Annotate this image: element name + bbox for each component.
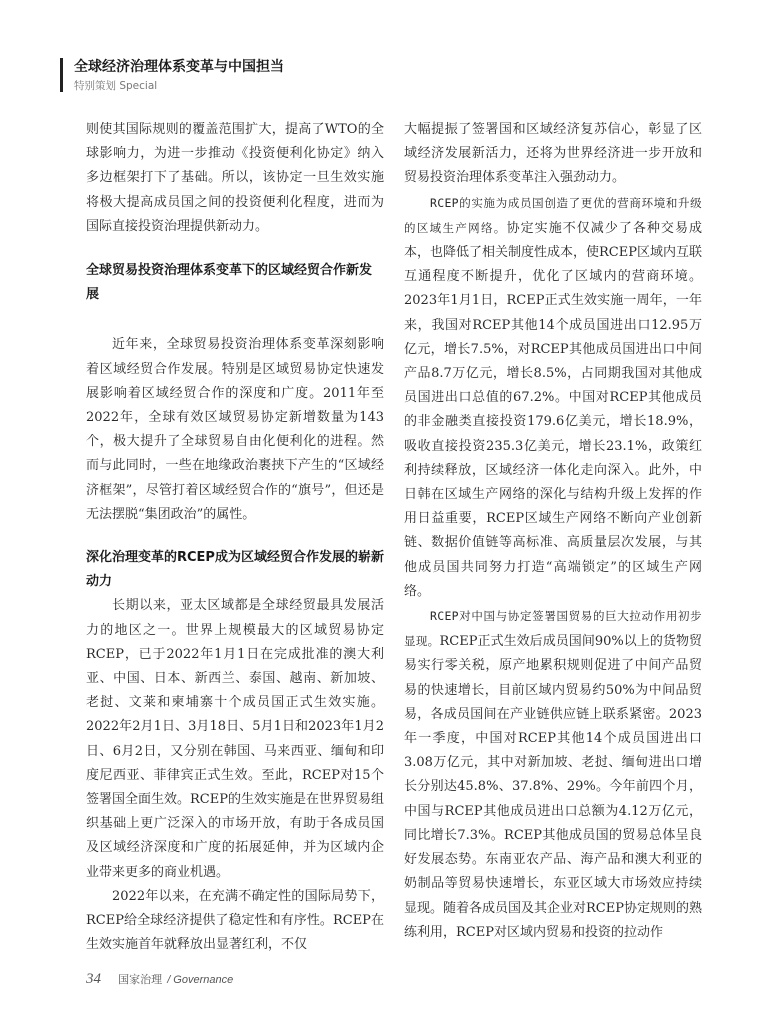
section-heading: 全球贸易投资治理体系变革下的区域经贸合作新发展	[86, 263, 373, 303]
magazine-english-name: / Governance	[167, 974, 234, 986]
paragraph	[404, 604, 702, 945]
emphasized-lead: RCEP对中国与协定签署国贸易的巨大拉动作用初步显现。	[404, 609, 702, 649]
paragraph: 大幅提振了签署国和区域经济复苏信心，彰显了区域经济发展新活力，还将为世界经济进一步开放和贸易投资治理体系变革注入强劲动力。	[404, 122, 702, 186]
emphasized-lead: RCEP的实施为成员国创造了更优的营商环境和升级的区域生产网络。	[404, 195, 702, 235]
paragraph-body: 协定实施不仅减少了各种交易成本，也降低了相关制度性成本，使RCEP区域内互联互通程度不断提升，优化了区域内的营商环境。2023年1月1日，RCEP正式生效实施一周年，一年来，我国对RCEP其他14个成员国进出口12.95万亿元，增长7.5%，对RCEP其他成员国进出口中间产品8.7万亿元，增长8.5%，占同期我国对其他成员国进出口总值的67.2%。中国对RCEP其他成员的非金融类直接投资179.6亿美元，增长18.9%，吸收直接投资235.3亿美元，增长23.1%，政策红利持续释放，区域经济一体化走向深入。此外，中日韩在区域生产网络的深化与结构升级上发挥的作用日益重要，RCEP区域生产网络不断向产业创新链、数据价值链等高标准、高质量层次发展，与其他成员国共同努力打造“高端锁定”的区域生产网络。	[404, 220, 702, 599]
left-column	[86, 118, 384, 958]
section-heading: 深化治理变革的RCEP成为区域经贸合作发展的崭新动力	[86, 550, 384, 590]
page-footer	[86, 968, 233, 988]
paragraph	[404, 191, 702, 604]
magazine-name: 国家治理	[118, 973, 163, 986]
paragraph: 长期以来，亚太区域都是全球经贸最具发展活力的地区之一。世界上规模最大的区域贸易协定RCEP，已于2022年1月1日在完成批准的澳大利亚、中国、日本、新西兰、泰国、越南、新加坡、老挝、文莱和柬埔寨十个成员国正式生效实施。2022年2月1日、3月18日、5月1日和2023年1月2日、6月2日，又分别在韩国、马来西亚、缅甸和印度尼西亚、菲律宾正式生效。至此，RCEP对15个签署国全面生效。RCEP的生效实施是在世界贸易组织基础上更广泛深入的市场开放，有助于各成员国及区域经济深度和广度的拓展延伸，并为区域内企业带来更多的商业机遇。	[86, 598, 384, 880]
section-title: 全球经济治理体系变革与中国担当	[74, 59, 284, 75]
paragraph: 近年来，全球贸易投资治理体系变革深刻影响着区域经贸合作发展。特别是区域贸易协定快速发展影响着区域经贸合作的深度和广度。2011年至2022年，全球有效区域贸易协定新增数量为143个，极大提升了全球贸易自由化便利化的进程。然而与此同时，一些在地缘政治裹挟下产生的“区域经济框架”，尽管打着区域经贸合作的“旗号”，但还是无法摆脱“集团政治”的属性。	[86, 337, 384, 522]
paragraph: 2022年以来，在充满不确定性的国际局势下，RCEP给全球经济提供了稳定性和有序性。RCEP在生效实施首年就释放出显著红利，不仅	[86, 888, 384, 953]
header-accent-bar	[60, 58, 63, 92]
paragraph: 则使其国际规则的覆盖范围扩大，提高了WTO的全球影响力，为进一步推动《投资便利化协定》纳入多边框架打下了基础。所以，该协定一旦生效实施将极大提高成员国之间的投资便利化程度，进而为国际直接投资治理提供新动力。	[86, 122, 384, 234]
section-subtitle: 特别策划 Special	[74, 80, 158, 92]
paragraph-body: RCEP正式生效后成员国间90%以上的货物贸易实行零关税，原产地累积规则促进了中间产品贸易的快速增长，目前区域内贸易约50%为中间品贸易，各成员国间在产业链供应链上联系紧密。2023年一季度，中国对RCEP其他14个成员国进出口3.08万亿元，其中对新加坡、老挝、缅甸进出口增长分别达45.8%、37.8%、29%。今年前四个月，中国与RCEP其他成员进出口总额为4.12万亿元，同比增长7.3%。RCEP其他成员国的贸易总体呈良好发展态势。东南亚农产品、海产品和澳大利亚的奶制品等贸易快速增长，东亚区域大市场效应持续显现。随着各成员国及其企业对RCEP协定规则的熟练利用，RCEP对区域内贸易和投资的拉动作	[404, 634, 702, 940]
right-column	[404, 118, 702, 945]
page-number: 34	[86, 971, 101, 987]
